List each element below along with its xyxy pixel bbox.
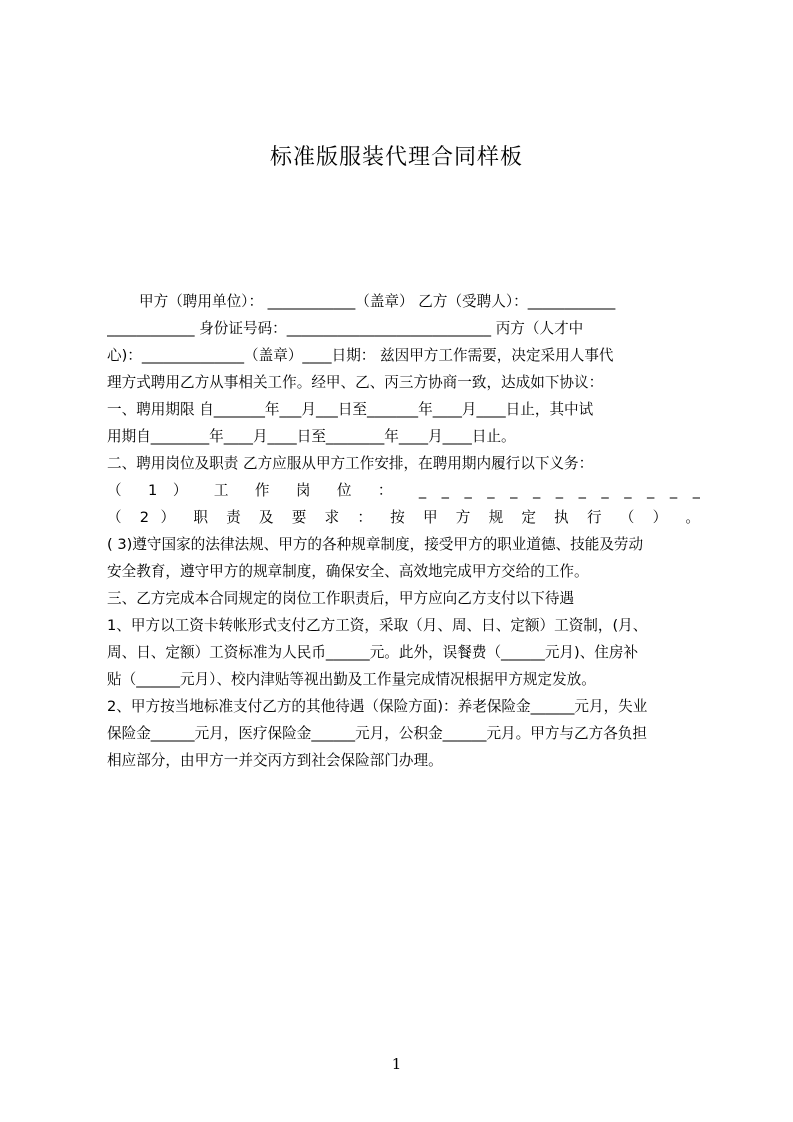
page-number: 1 (391, 1055, 402, 1073)
text-line: （ 2 ） 职 责 及 要 求 ： 按 甲 方 规 定 执 行 （ ） 。 (107, 509, 700, 526)
text-line: 贴（______元月）、校内津贴等视出勤及工作量完成情况根据甲方规定发放。 (107, 671, 596, 688)
text-line: 甲方（聘用单位）： ____________（盖章） 乙方（受聘人）：____________ (139, 293, 616, 310)
text-line: 1、甲方以工资卡转帐形式支付乙方工资，采取（月、周、日、定额）工资制，(月、 (107, 617, 648, 634)
text-line: ( 3)遵守国家的法律法规、甲方的各种规章制度，接受甲方的职业道德、技能及劳动 (107, 536, 644, 553)
text-line: 周、日、定额）工资标准为人民币______元。此外，误餐费（______元月)、住房补 (107, 644, 639, 661)
text-line: 相应部分，由甲方一并交丙方到社会保险部门办理。 (107, 752, 443, 769)
text-line: 理方式聘用乙方从事相关工作。经甲、乙、丙三方协商一致，达成如下协议： (107, 374, 604, 391)
document-title: 标准版服装代理合同样板 (269, 145, 523, 170)
contract-body (107, 288, 700, 774)
text-line: 2、甲方按当地标准支付乙方的其他待遇（保险方面)：养老保险金______元月，失业 (107, 698, 648, 715)
text-line: 一、聘用期限 自_______年___月___日至_______年____月____日止，其中试 (107, 401, 594, 418)
text-line: 保险金______元月，医疗保险金______元月，公积金______元月。甲方与乙方各负担 (107, 725, 647, 742)
text-line: 三、乙方完成本合同规定的岗位工作职责后，甲方应向乙方支付以下待遇 (107, 590, 575, 607)
text-line: ____________ 身份证号码：____________________________ 丙方（人才中 (107, 320, 584, 337)
text-line: 安全教育，遵守甲方的规章制度，确保安全、高效地完成甲方交给的工作。 (107, 563, 589, 580)
text-line: 心)：______________（盖章）____日期： 兹因甲方工作需要，决定采用人事代 (107, 347, 614, 364)
text-line: 二、聘用岗位及职责 乙方应服从甲方工作安排，在聘用期内履行以下义务： (107, 455, 594, 472)
text-line: 用期自________年____月____日至________年____月____日止。 (107, 428, 516, 445)
text-line: （ 1 ） 工 作 岗 位 ： _ _ _ _ _ _ _ _ _ _ _ _ _ (107, 482, 700, 499)
